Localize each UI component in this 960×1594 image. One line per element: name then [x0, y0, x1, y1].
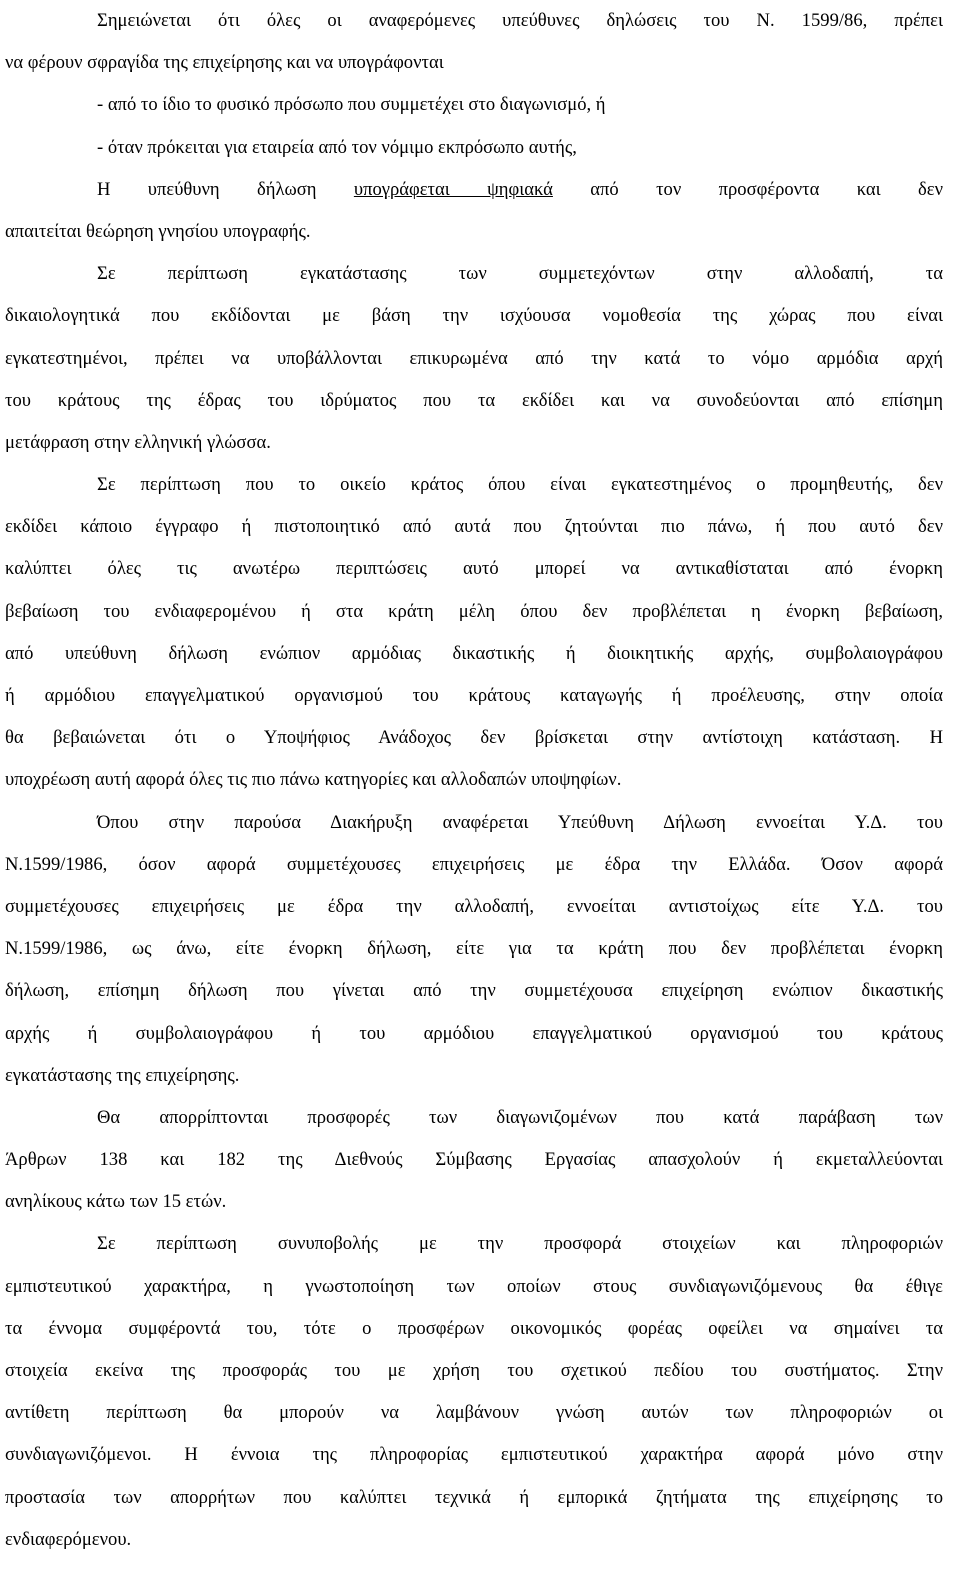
paragraph-responsible-declaration — [5, 802, 943, 1097]
text-line: - από το ίδιο το φυσικό πρόσωπο που συμμετέχει στο διαγωνισμό, ή — [97, 94, 606, 116]
paragraph-declarations-note — [5, 0, 943, 169]
text-line: ανηλίκους κάτω των 15 ετών. — [5, 1191, 227, 1213]
text-line: βεβαίωση του ενδιαφερομένου ή στα κράτη μέλη όπου δεν προβλέπεται η ένορκη βεβαίωση, — [5, 600, 943, 622]
text-line: εμπιστευτικού χαρακτήρα, η γνωστοποίηση των οποίων στους συνδιαγωνιζόμενους θα έθιγε — [5, 1275, 943, 1297]
text-line: Σημειώνεται ότι όλες οι αναφερόμενες υπεύθυνες δηλώσεις του Ν. 1599/86, πρέπει — [97, 10, 943, 31]
paragraph-sworn-statement — [5, 464, 943, 802]
underlined-text: υπογράφεται ψηφιακά — [353, 178, 553, 200]
text-line: συμμετέχουσες επιχειρήσεις με έδρα την αλλοδαπή, εννοείται αντιστοίχως είτε Υ.Δ. του — [5, 895, 943, 917]
text-line: Σε περίπτωση που το οικείο κράτος όπου είναι εγκατεστημένος ο προμηθευτής, δεν — [97, 474, 943, 496]
text-line: εκδίδει κάποιο έγγραφο ή πιστοποιητικό από αυτά που ζητούνται πιο πάνω, ή που αυτό δεν — [5, 516, 943, 538]
text-line: καλύπτει όλες τις ανωτέρω περιπτώσεις αυτό μπορεί να αντικαθίσταται από ένορκη — [5, 558, 943, 580]
text-line: - όταν πρόκειται για εταιρεία από τον νόμιμο εκπρόσωπο αυτής, — [97, 136, 577, 158]
text-line: εγκατεστημένοι, πρέπει να υποβάλλονται επικυρωμένα από την κατά το νόμο αρμόδια αρχή — [5, 347, 943, 369]
text-line: αρχής ή συμβολαιογράφου ή του αρμόδιου επαγγελματικού οργανισμού του κράτους — [5, 1022, 943, 1044]
text-line: να φέρουν σφραγίδα της επιχείρησης και να υπογράφονται — [5, 52, 444, 74]
text-line: του κράτους της έδρας του ιδρύματος που τα εκδίδει και να συνοδεύονται από επίσημη — [5, 389, 943, 411]
text-line: από υπεύθυνη δήλωση ενώπιον αρμόδιας δικαστικής ή διοικητικής αρχής, συμβολαιογράφου — [5, 642, 943, 664]
text-line: δικαιολογητικά που εκδίδονται με βάση την ισχύουσα νομοθεσία της χώρας που είναι — [5, 305, 943, 327]
text-line: συνδιαγωνιζόμενοι. Η έννοια της πληροφορίας εμπιστευτικού χαρακτήρα αφορά μόνο στην — [5, 1444, 943, 1466]
text-line: απαιτείται θεώρηση γνησίου υπογραφής. — [5, 220, 311, 242]
text-line: στοιχεία εκείνα της προσφοράς του με χρήση του σχετικού πεδίου του συστήματος. Στην — [5, 1360, 943, 1381]
text-fragment: Η υπεύθυνη δήλωση — [97, 178, 317, 200]
text-line: Σε περίπτωση εγκατάστασης των συμμετεχόντων στην αλλοδαπή, τα — [97, 263, 943, 285]
paragraph-foreign-participants — [5, 253, 943, 464]
text-line: θα βεβαιώνεται ότι ο Υποψήφιος Ανάδοχος δεν βρίσκεται στην αντίστοιχη κατάσταση. Η — [5, 727, 943, 749]
text-line: ενδιαφερόμενου. — [5, 1528, 132, 1550]
text-line: Ν.1599/1986, ως άνω, είτε ένορκη δήλωση, είτε για τα κράτη που δεν προβλέπεται ένορκη — [5, 938, 943, 960]
text-fragment: από τον προσφέροντα και δεν — [590, 178, 944, 200]
text-line: Θα απορρίπτονται προσφορές των διαγωνιζομένων που κατά παράβαση των — [97, 1106, 943, 1128]
text-line: προστασία των απορρήτων που καλύπτει τεχνικά ή εμπορικά ζητήματα της επιχείρησης το — [5, 1486, 943, 1508]
paragraph-digital-signature — [5, 169, 943, 253]
text-line: υποχρέωση αυτή αφορά όλες τις πιο πάνω κατηγορίες και αλλοδαπών υποψηφίων. — [5, 769, 622, 791]
text-line: ή αρμόδιου επαγγελματικού οργανισμού του κράτους καταγωγής ή προέλευσης, στην οποία — [5, 685, 943, 706]
text-line: τα έννομα συμφέροντά του, τότε ο προσφέρων οικονομικός φορέας οφείλει να σημαίνει τα — [5, 1317, 943, 1339]
text-line: Όπου στην παρούσα Διακήρυξη αναφέρεται Υπεύθυνη Δήλωση εννοείται Υ.Δ. του — [97, 811, 943, 833]
paragraph-child-labour — [5, 1097, 943, 1224]
document-page — [5, 0, 943, 1561]
paragraph-confidential-information — [5, 1223, 943, 1561]
text-line: εγκατάστασης της επιχείρησης. — [5, 1064, 240, 1086]
text-line: αντίθετη περίπτωση θα μπορούν να λαμβάνουν γνώση αυτών των πληροφοριών οι — [5, 1402, 943, 1424]
text-line: Άρθρων 138 και 182 της Διεθνούς Σύμβασης Εργασίας απασχολούν ή εκμεταλλεύονται — [5, 1149, 943, 1171]
text-line: Σε περίπτωση συνυποβολής με την προσφορά στοιχείων και πληροφοριών — [97, 1233, 943, 1255]
text-line: μετάφραση στην ελληνική γλώσσα. — [5, 431, 271, 453]
text-line: Ν.1599/1986, όσον αφορά συμμετέχουσες επιχειρήσεις με έδρα την Ελλάδα. Όσον αφορά — [5, 853, 943, 875]
text-line: δήλωση, επίσημη δήλωση που γίνεται από την συμμετέχουσα επιχείρηση ενώπιον δικαστικής — [5, 980, 943, 1002]
text-line — [5, 169, 943, 211]
